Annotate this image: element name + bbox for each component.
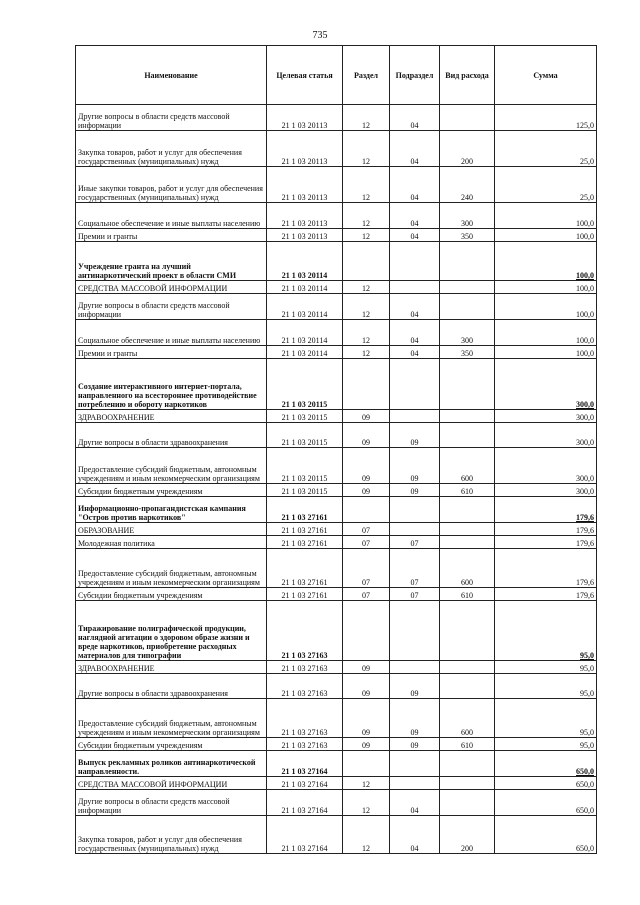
cell-expense-type: 200 [440,131,495,167]
cell-amount: 95,0 [495,699,597,738]
cell-subsection: 04 [390,346,440,359]
cell-subsection [390,601,440,661]
cell-section: 09 [343,410,390,423]
cell-subsection: 09 [390,423,440,448]
cell-target: 21 1 03 20113 [267,203,343,229]
cell-expense-type: 610 [440,588,495,601]
cell-target: 21 1 03 27163 [267,699,343,738]
cell-section: 12 [343,790,390,816]
cell-amount: 179,6 [495,523,597,536]
cell-amount: 95,0 [495,601,597,661]
cell-subsection [390,242,440,281]
cell-section: 09 [343,448,390,484]
cell-subsection: 04 [390,105,440,131]
cell-subsection: 04 [390,320,440,346]
cell-target: 21 1 03 20115 [267,448,343,484]
cell-subsection: 07 [390,588,440,601]
header-target: Целевая статья [267,46,343,105]
cell-section [343,359,390,410]
cell-subsection: 09 [390,674,440,699]
cell-subsection [390,359,440,410]
cell-section: 09 [343,674,390,699]
cell-expense-type [440,536,495,549]
cell-section [343,601,390,661]
cell-amount: 179,6 [495,549,597,588]
table-row [76,320,597,346]
table-row [76,661,597,674]
cell-amount: 25,0 [495,131,597,167]
cell-name: Закупка товаров, работ и услуг для обеспечения государственных (муниципальных) нужд [76,131,267,167]
cell-target: 21 1 03 20114 [267,281,343,294]
cell-amount: 100,0 [495,346,597,359]
table-row [76,777,597,790]
cell-expense-type: 240 [440,167,495,203]
table-row [76,131,597,167]
cell-target: 21 1 03 27161 [267,549,343,588]
cell-amount: 100,0 [495,203,597,229]
cell-expense-type: 600 [440,549,495,588]
cell-subsection: 04 [390,790,440,816]
table-group-row [76,497,597,523]
header-section: Раздел [343,46,390,105]
cell-name: Молодежная политика [76,536,267,549]
cell-target: 21 1 03 27164 [267,790,343,816]
cell-target: 21 1 03 27161 [267,536,343,549]
cell-name: Другие вопросы в области средств массовой информации [76,105,267,131]
cell-subsection: 04 [390,167,440,203]
cell-expense-type: 300 [440,203,495,229]
cell-name: ЗДРАВООХРАНЕНИЕ [76,661,267,674]
cell-section: 12 [343,167,390,203]
cell-section: 12 [343,294,390,320]
cell-name: Предоставление субсидий бюджетным, автономным учреждениям и иным некоммерческим организациям [76,699,267,738]
table-row [76,346,597,359]
table-row [76,699,597,738]
cell-name: Другие вопросы в области здравоохранения [76,674,267,699]
cell-section: 12 [343,777,390,790]
cell-amount: 25,0 [495,167,597,203]
cell-name: Другие вопросы в области здравоохранения [76,423,267,448]
header-subsection: Подраздел [390,46,440,105]
cell-target: 21 1 03 20115 [267,484,343,497]
cell-expense-type [440,105,495,131]
cell-amount: 179,6 [495,588,597,601]
cell-target: 21 1 03 20113 [267,229,343,242]
cell-amount: 179,6 [495,536,597,549]
cell-name: ЗДРАВООХРАНЕНИЕ [76,410,267,423]
cell-name: Премии и гранты [76,346,267,359]
cell-section: 12 [343,203,390,229]
cell-target: 21 1 03 27161 [267,588,343,601]
cell-target: 21 1 03 20113 [267,105,343,131]
cell-amount: 125,0 [495,105,597,131]
cell-section: 09 [343,699,390,738]
table-row [76,536,597,549]
cell-subsection: 09 [390,484,440,497]
cell-amount: 95,0 [495,674,597,699]
cell-expense-type: 600 [440,699,495,738]
cell-amount: 95,0 [495,661,597,674]
table-row [76,105,597,131]
cell-expense-type [440,601,495,661]
cell-target: 21 1 03 20114 [267,346,343,359]
cell-subsection [390,523,440,536]
cell-expense-type [440,281,495,294]
cell-section: 07 [343,549,390,588]
cell-target: 21 1 03 27164 [267,816,343,854]
cell-name: ОБРАЗОВАНИЕ [76,523,267,536]
table-row [76,448,597,484]
cell-name: Создание интерактивного интернет-портала, направленного на всестороннее противодействие потреблению и обороту наркотиков [76,359,267,410]
cell-target: 21 1 03 27163 [267,738,343,751]
cell-section: 07 [343,523,390,536]
cell-section [343,242,390,281]
cell-amount: 100,0 [495,294,597,320]
cell-section: 12 [343,281,390,294]
cell-name: Выпуск рекламных роликов антинаркотической направленности. [76,751,267,777]
table-group-row [76,601,597,661]
table-row [76,167,597,203]
cell-expense-type [440,523,495,536]
cell-amount: 300,0 [495,423,597,448]
cell-amount: 100,0 [495,320,597,346]
table-row [76,790,597,816]
cell-subsection: 04 [390,131,440,167]
cell-amount: 650,0 [495,790,597,816]
cell-expense-type [440,359,495,410]
cell-target: 21 1 03 20113 [267,131,343,167]
cell-amount: 650,0 [495,777,597,790]
cell-name: Премии и гранты [76,229,267,242]
cell-expense-type [440,242,495,281]
cell-target: 21 1 03 27161 [267,497,343,523]
table-group-row [76,242,597,281]
cell-name: Другие вопросы в области средств массовой информации [76,790,267,816]
cell-amount: 650,0 [495,751,597,777]
cell-section: 12 [343,131,390,167]
cell-subsection: 09 [390,738,440,751]
budget-table [75,45,597,854]
cell-section: 12 [343,229,390,242]
cell-section: 09 [343,484,390,497]
header-name: Наименование [76,46,267,105]
cell-target: 21 1 03 20114 [267,294,343,320]
cell-name: Информационно-пропагандистская кампания "Остров против наркотиков" [76,497,267,523]
cell-expense-type: 350 [440,346,495,359]
cell-section [343,497,390,523]
cell-amount: 100,0 [495,281,597,294]
cell-amount: 179,6 [495,497,597,523]
cell-expense-type [440,790,495,816]
cell-expense-type [440,294,495,320]
cell-target: 21 1 03 20115 [267,423,343,448]
table-row [76,484,597,497]
cell-expense-type [440,674,495,699]
cell-section: 12 [343,105,390,131]
cell-target: 21 1 03 20115 [267,410,343,423]
table-row [76,816,597,854]
cell-expense-type [440,423,495,448]
header-expense-type: Вид расхода [440,46,495,105]
cell-amount: 100,0 [495,242,597,281]
cell-amount: 300,0 [495,448,597,484]
cell-amount: 100,0 [495,229,597,242]
table-row [76,588,597,601]
table-row [76,674,597,699]
cell-section: 12 [343,816,390,854]
table-row [76,203,597,229]
cell-section: 09 [343,423,390,448]
cell-expense-type [440,410,495,423]
cell-target: 21 1 03 20114 [267,320,343,346]
table-row [76,738,597,751]
cell-section: 09 [343,738,390,751]
cell-subsection: 04 [390,816,440,854]
cell-target: 21 1 03 27163 [267,674,343,699]
cell-target: 21 1 03 20114 [267,242,343,281]
cell-name: Другие вопросы в области средств массовой информации [76,294,267,320]
cell-amount: 300,0 [495,359,597,410]
table-row [76,423,597,448]
cell-expense-type: 610 [440,484,495,497]
cell-subsection [390,751,440,777]
cell-name: Социальное обеспечение и иные выплаты населению [76,320,267,346]
cell-section [343,751,390,777]
table-group-row [76,359,597,410]
cell-section: 12 [343,320,390,346]
cell-name: Учреждение гранта на лучший антинаркотический проект в области СМИ [76,242,267,281]
cell-name: Социальное обеспечение и иные выплаты населению [76,203,267,229]
cell-subsection: 04 [390,203,440,229]
cell-target: 21 1 03 27163 [267,601,343,661]
cell-name: Закупка товаров, работ и услуг для обеспечения государственных (муниципальных) нужд [76,816,267,854]
cell-name: СРЕДСТВА МАССОВОЙ ИНФОРМАЦИИ [76,281,267,294]
cell-name: Иные закупки товаров, работ и услуг для обеспечения государственных (муниципальных) нужд [76,167,267,203]
cell-expense-type [440,751,495,777]
cell-section: 09 [343,661,390,674]
cell-expense-type [440,497,495,523]
table-row [76,294,597,320]
cell-subsection: 04 [390,294,440,320]
cell-section: 07 [343,588,390,601]
cell-target: 21 1 03 20113 [267,167,343,203]
cell-subsection [390,777,440,790]
cell-name: СРЕДСТВА МАССОВОЙ ИНФОРМАЦИИ [76,777,267,790]
cell-section: 07 [343,536,390,549]
cell-name: Тиражирование полиграфической продукции, наглядной агитации о здоровом образе жизни и вреде наркотиков, приобретение расходных материалов для типографии [76,601,267,661]
cell-target: 21 1 03 20115 [267,359,343,410]
cell-amount: 300,0 [495,484,597,497]
cell-name: Субсидии бюджетным учреждениям [76,484,267,497]
cell-expense-type [440,661,495,674]
cell-expense-type: 200 [440,816,495,854]
table-row [76,410,597,423]
cell-section: 12 [343,346,390,359]
cell-subsection: 07 [390,549,440,588]
cell-expense-type [440,777,495,790]
cell-amount: 95,0 [495,738,597,751]
cell-subsection: 09 [390,699,440,738]
table-row [76,229,597,242]
cell-target: 21 1 03 27163 [267,661,343,674]
table-row [76,281,597,294]
table-group-row [76,751,597,777]
page-number: 735 [312,30,328,41]
cell-expense-type: 600 [440,448,495,484]
cell-name: Предоставление субсидий бюджетным, автономным учреждениям и иным некоммерческим организациям [76,549,267,588]
table-row [76,549,597,588]
cell-expense-type: 610 [440,738,495,751]
table-row [76,523,597,536]
cell-expense-type: 300 [440,320,495,346]
cell-target: 21 1 03 27161 [267,523,343,536]
cell-amount: 300,0 [495,410,597,423]
cell-name: Предоставление субсидий бюджетным, автономным учреждениям и иным некоммерческим организациям [76,448,267,484]
cell-amount: 650,0 [495,816,597,854]
header-amount: Сумма [495,46,597,105]
cell-subsection [390,410,440,423]
cell-subsection [390,281,440,294]
cell-name: Субсидии бюджетным учреждениям [76,588,267,601]
cell-subsection [390,497,440,523]
cell-name: Субсидии бюджетным учреждениям [76,738,267,751]
cell-target: 21 1 03 27164 [267,777,343,790]
cell-subsection [390,661,440,674]
cell-expense-type: 350 [440,229,495,242]
cell-subsection: 07 [390,536,440,549]
table-header-row [76,46,597,105]
cell-target: 21 1 03 27164 [267,751,343,777]
cell-subsection: 04 [390,229,440,242]
cell-subsection: 09 [390,448,440,484]
